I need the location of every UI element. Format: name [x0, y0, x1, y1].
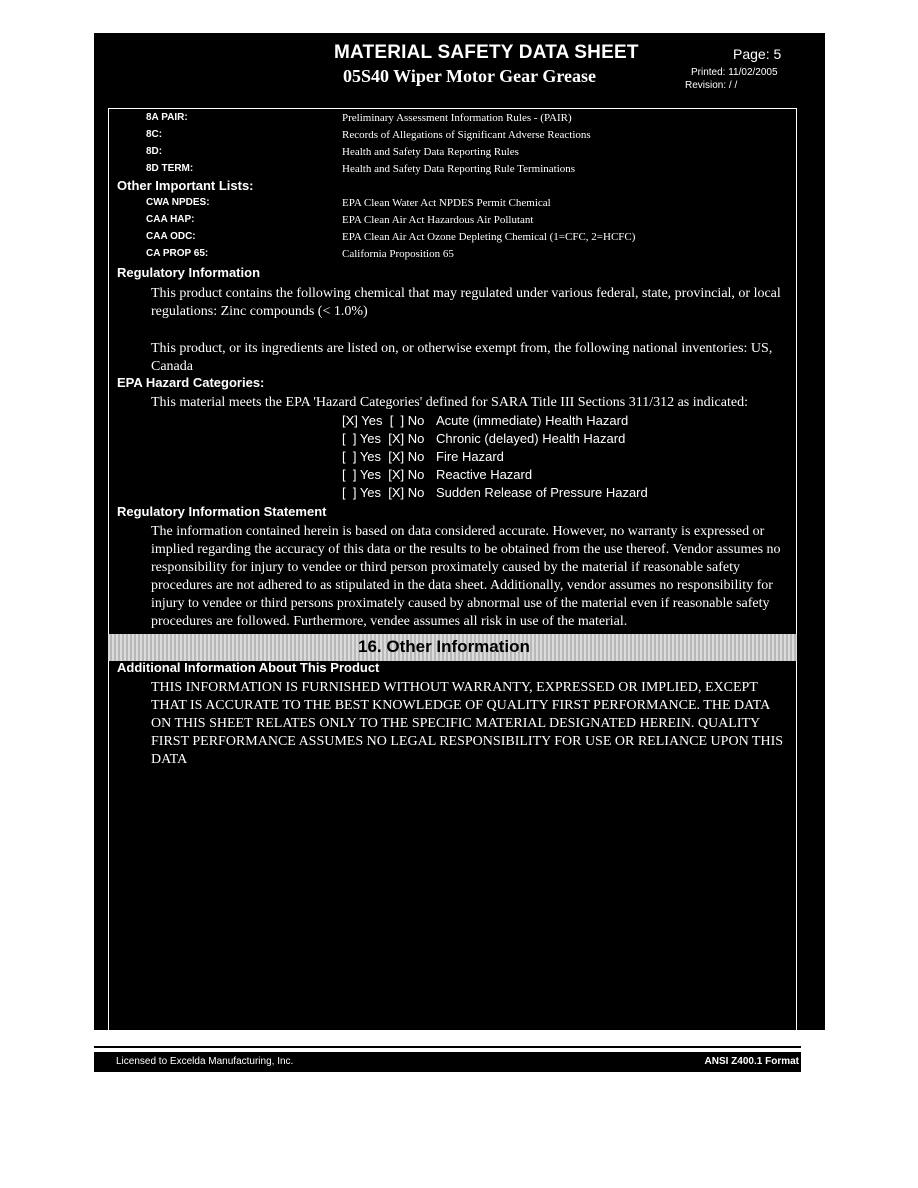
- hazard-check: [ ] Yes [X] No: [342, 431, 425, 446]
- list-desc: EPA Clean Water Act NPDES Permit Chemical: [342, 197, 551, 209]
- hazard-name: Reactive Hazard: [436, 467, 533, 482]
- tsca-label: 8D TERM:: [146, 163, 194, 174]
- list-label: CA PROP 65:: [146, 248, 209, 259]
- document-header: [94, 33, 825, 109]
- list-label: CAA HAP:: [146, 214, 195, 225]
- tsca-desc: Health and Safety Data Reporting Rule Terminations: [342, 163, 576, 175]
- list-label: CWA NPDES:: [146, 197, 210, 208]
- hazard-name: Chronic (delayed) Health Hazard: [436, 431, 626, 446]
- license-text: Licensed to Excelda Manufacturing, Inc.: [116, 1056, 294, 1067]
- hazard-check: [ ] Yes [X] No: [342, 467, 425, 482]
- list-desc: EPA Clean Air Act Ozone Depleting Chemical (1=CFC, 2=HCFC): [342, 231, 636, 243]
- section-16-title: 16. Other Information: [358, 637, 530, 656]
- footer-divider: [94, 1046, 801, 1048]
- statement-paragraph: The information contained herein is based on data considered accurate. However, no warranty is expressed or implied regarding the accuracy of this data or the results to be obtained from the use thereof. Vendor assumes no responsibility for injury to vendee or third person proximately caused by the material if reasonable safety procedures are not adhered to as stipulated in the data sheet. Additionally, vendor assumes no responsibility for injury to vendee or third persons proximately caused by abnormal use of the material even if reasonable safety procedures are followed. Furthermore, vendee assumes all risk in use of the material.: [151, 524, 781, 629]
- tsca-desc: Preliminary Assessment Information Rules - (PAIR): [342, 112, 572, 124]
- other-lists-heading: Other Important Lists:: [117, 178, 254, 193]
- revision-date: Revision: / /: [685, 80, 738, 91]
- epa-intro: This material meets the EPA 'Hazard Categories' defined for SARA Title III Sections 311/312 as indicated:: [151, 395, 748, 410]
- regulatory-heading: Regulatory Information: [117, 265, 261, 280]
- additional-info-heading: Additional Information About This Product: [117, 660, 380, 675]
- page-footer: [94, 1052, 801, 1072]
- msds-page: [94, 33, 825, 1030]
- printed-date: Printed: 11/02/2005: [691, 67, 778, 78]
- additional-info-paragraph: THIS INFORMATION IS FURNISHED WITHOUT WARRANTY, EXPRESSED OR IMPLIED, EXCEPT THAT IS ACCURATE TO THE BEST KNOWLEDGE OF QUALITY FIRST PERFORMANCE. THE DATA ON THIS SHEET RELATES ONLY TO THE SPECIFIC MATERIAL DESIGNATED HEREIN. QUALITY FIRST PERFORMANCE ASSUMES NO LEGAL RESPONSIBILITY FOR USE OR RELIANCE UPON THIS DATA: [151, 680, 784, 767]
- hazard-check: [ ] Yes [X] No: [342, 449, 425, 464]
- statement-heading: Regulatory Information Statement: [117, 504, 327, 519]
- format-text: ANSI Z400.1 Format: [704, 1056, 799, 1067]
- tsca-label: 8C:: [146, 129, 163, 140]
- list-desc: EPA Clean Air Act Hazardous Air Pollutant: [342, 214, 534, 226]
- tsca-desc: Records of Allegations of Significant Adverse Reactions: [342, 129, 591, 141]
- hazard-name: Sudden Release of Pressure Hazard: [436, 485, 648, 500]
- product-name: 05S40 Wiper Motor Gear Grease: [343, 66, 596, 86]
- tsca-label: 8A PAIR:: [146, 112, 188, 123]
- section-16-banner: [108, 634, 797, 661]
- inventory-paragraph: This product, or its ingredients are listed on, or otherwise exempt from, the following national inventories: US, Canada: [151, 341, 773, 374]
- hazard-check: [ ] Yes [X] No: [342, 485, 425, 500]
- page-number: Page: 5: [733, 46, 782, 62]
- list-label: CAA ODC:: [146, 231, 196, 242]
- hazard-name: Acute (immediate) Health Hazard: [436, 413, 629, 428]
- tsca-desc: Health and Safety Data Reporting Rules: [342, 146, 519, 158]
- regulatory-paragraph: This product contains the following chemical that may regulated under various federal, state, provincial, or local regulations: Zinc compounds (< 1.0%): [151, 286, 781, 319]
- hazard-check: [X] Yes [ ] No: [342, 413, 425, 428]
- epa-heading: EPA Hazard Categories:: [117, 375, 265, 390]
- document-title: MATERIAL SAFETY DATA SHEET: [334, 42, 639, 63]
- list-desc: California Proposition 65: [342, 248, 454, 260]
- tsca-label: 8D:: [146, 146, 163, 157]
- hazard-name: Fire Hazard: [436, 449, 504, 464]
